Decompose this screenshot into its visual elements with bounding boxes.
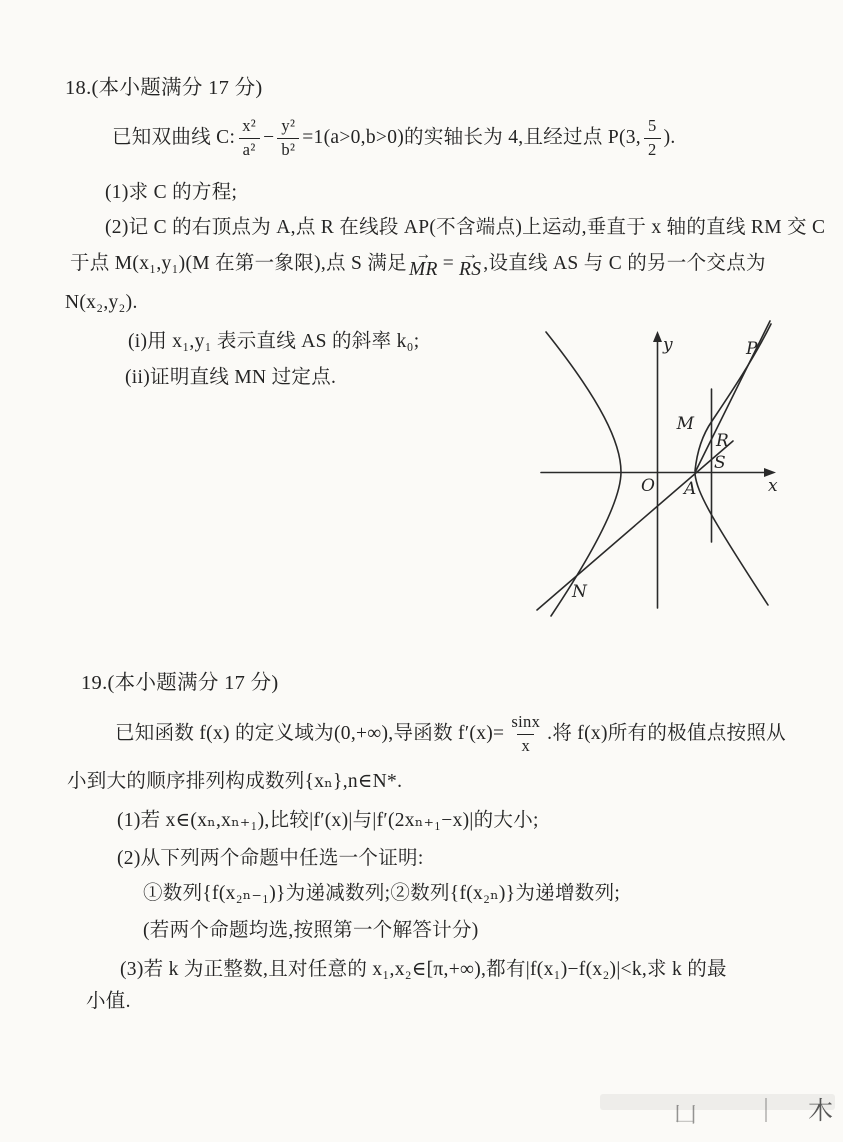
vector-arrow-icon: → <box>462 246 478 264</box>
scan-artifact-glyph: 木 <box>808 1098 834 1125</box>
fraction-denominator: 2 <box>644 138 661 159</box>
p19-given-line1 <box>115 708 786 760</box>
point-label-m: M <box>676 414 694 434</box>
vector-rs-base: RS <box>459 259 482 281</box>
scan-artifact-tick <box>765 1098 767 1122</box>
p19-part3-line2: 小值. <box>86 991 131 1012</box>
p18-given-mid: =1(a>0,b>0)的实轴长为 4,且经过点 P(3, <box>302 126 641 148</box>
p19-part2-note: (若两个命题均选,按照第一个解答计分) <box>143 920 479 941</box>
p18-given-line <box>112 106 676 170</box>
point-label-s: S <box>714 453 726 473</box>
line-ap <box>695 321 770 473</box>
fraction-denominator: b² <box>277 138 299 159</box>
p18-part2-line2-pre: 于点 M(x₁,y₁)(M 在第一象限),点 S 满足 <box>70 252 407 274</box>
scan-artifact-glyph: 凵 <box>674 1102 697 1127</box>
p19-part1: (1)若 x∈(xₙ,xₙ₊₁),比较|f′(x)|与|f′(2xₙ₊₁−x)|的大小; <box>117 810 539 831</box>
p18-part2-line1: (2)记 C 的右顶点为 A,点 R 在线段 AP(不含端点)上运动,垂直于 x 轴的直线 RM 交 C <box>105 217 826 238</box>
point-label-a: A <box>684 479 697 499</box>
vector-mr-base: MR <box>408 259 438 281</box>
p19-part2: (2)从下列两个命题中任选一个证明: <box>117 848 424 869</box>
point-label-n: N <box>572 582 587 602</box>
hyperbola-figure <box>535 315 787 623</box>
fraction-denominator: a² <box>239 138 260 159</box>
line-nas <box>537 441 733 610</box>
p18-part2-line3: N(x₂,y₂). <box>65 292 138 313</box>
vector-rs <box>459 248 481 280</box>
p18-part2-line2-post: ,设直线 AS 与 C 的另一个交点为 <box>483 252 766 274</box>
fraction-denominator: x <box>517 734 534 755</box>
p18-given-end: ). <box>663 126 676 148</box>
fraction-sinx-x <box>507 711 544 755</box>
y-axis-arrow-icon <box>653 331 662 342</box>
fraction-numerator: sinx <box>511 711 541 731</box>
p19-given-pre: 已知函数 f(x) 的定义域为(0,+∞),导函数 f′(x)= <box>115 722 505 744</box>
equals-sign: = <box>442 252 455 274</box>
minus-sign: − <box>263 126 275 148</box>
p19-part3-line1: (3)若 k 为正整数,且对任意的 x₁,x₂∈[π,+∞),都有|f(x₁)−f(x₂)|<k,求 k 的最 <box>120 959 727 980</box>
axis-label-y: y <box>663 335 673 355</box>
p19-part2-options: ①数列{f(x₂ₙ₋₁)}为递减数列;②数列{f(x₂ₙ)}为递增数列; <box>143 883 621 904</box>
fraction-y2-b2 <box>277 115 299 159</box>
scan-smear <box>600 1094 835 1110</box>
p19-given-line2: 小到大的顺序排列构成数列{xₙ},n∈N*. <box>67 771 403 792</box>
vector-arrow-icon: → <box>415 246 432 264</box>
p18-part1: (1)求 C 的方程; <box>105 182 238 203</box>
vector-mr <box>409 248 438 280</box>
fraction-5-2 <box>644 115 661 159</box>
problem-19-heading: 19.(本小题满分 17 分) <box>81 672 279 694</box>
point-label-r: R <box>716 431 729 451</box>
fraction-numerator: x² <box>242 115 257 135</box>
p18-part2-line2 <box>70 246 766 281</box>
origin-label: O <box>641 476 655 496</box>
fraction-numerator: 5 <box>647 115 657 135</box>
point-label-p: P <box>746 339 758 359</box>
p18-part2-sub-ii: (ii)证明直线 MN 过定点. <box>125 367 337 388</box>
p19-given-post: .将 f(x)所有的极值点按照从 <box>547 722 786 744</box>
axis-label-x: x <box>768 476 778 496</box>
hyperbola-left-branch <box>546 332 621 616</box>
fraction-numerator: y² <box>281 115 296 135</box>
p18-part2-sub-i: (i)用 x₁,y₁ 表示直线 AS 的斜率 k₀; <box>128 331 420 352</box>
fraction-x2-a2 <box>238 115 260 159</box>
p18-given-pre: 已知双曲线 C: <box>112 126 236 148</box>
hyperbola-right-branch-lower <box>695 474 768 605</box>
problem-18-heading: 18.(本小题满分 17 分) <box>65 77 263 99</box>
